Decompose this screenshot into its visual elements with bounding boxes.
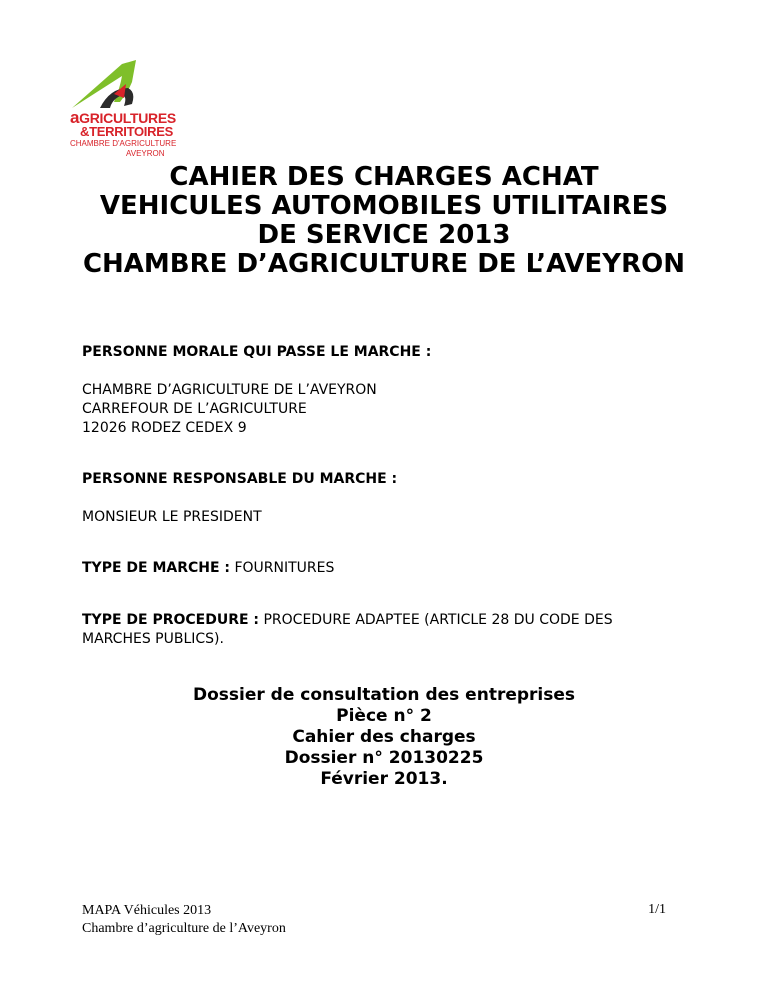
consultation-line: Février 2013. [320, 769, 448, 789]
type-marche-section [82, 559, 334, 578]
consultation-line: Cahier des charges [292, 727, 476, 747]
personne-responsable-section [82, 470, 397, 527]
consultation-line: Dossier n° 20130225 [284, 748, 484, 768]
personne-morale-heading: PERSONNE MORALE QUI PASSE LE MARCHE : [82, 344, 432, 360]
footer-line: Chambre d’agriculture de l’Aveyron [82, 921, 286, 936]
logo-emblem-icon [70, 58, 142, 110]
footer-line: MAPA Véhicules 2013 [82, 903, 212, 918]
page-footer [82, 902, 286, 938]
consultation-line: Pièce n° 2 [336, 706, 432, 726]
personne-morale-section [82, 343, 431, 438]
personne-responsable-value: MONSIEUR LE PRESIDENT [82, 509, 262, 525]
logo-text-territoires: &TERRITOIRES [80, 124, 173, 139]
title-line: VEHICULES AUTOMOBILES UTILITAIRES [99, 191, 669, 221]
consultation-block [0, 685, 768, 790]
title-line: CHAMBRE D’AGRICULTURE DE L’AVEYRON [82, 249, 686, 279]
type-procedure-section [82, 611, 613, 649]
type-marche-value: FOURNITURES [230, 560, 335, 576]
page-number: 1/1 [648, 902, 666, 917]
consultation-line: Dossier de consultation des entreprises [192, 685, 576, 705]
title-line: CAHIER DES CHARGES ACHAT [169, 162, 599, 192]
type-procedure-value-continued: MARCHES PUBLICS). [82, 631, 224, 647]
logo-text-agricultures: aGRICULTURES [70, 108, 176, 127]
logo-text-chambre: CHAMBRE D'AGRICULTURE [70, 139, 177, 148]
logo-text-aveyron: AVEYRON [126, 149, 165, 158]
type-marche-label: TYPE DE MARCHE : [82, 560, 231, 576]
address-line: CARREFOUR DE L’AGRICULTURE [82, 401, 307, 417]
type-procedure-value: PROCEDURE ADAPTEE (ARTICLE 28 DU CODE DES [259, 612, 613, 628]
type-procedure-label: TYPE DE PROCEDURE : [82, 612, 260, 628]
personne-responsable-heading: PERSONNE RESPONSABLE DU MARCHE : [82, 471, 398, 487]
address-line: CHAMBRE D’AGRICULTURE DE L’AVEYRON [82, 382, 377, 398]
title-line: DE SERVICE 2013 [257, 220, 511, 250]
address-line: 12026 RODEZ CEDEX 9 [82, 420, 247, 436]
document-title [0, 163, 768, 279]
agricultures-territoires-logo [66, 58, 177, 158]
